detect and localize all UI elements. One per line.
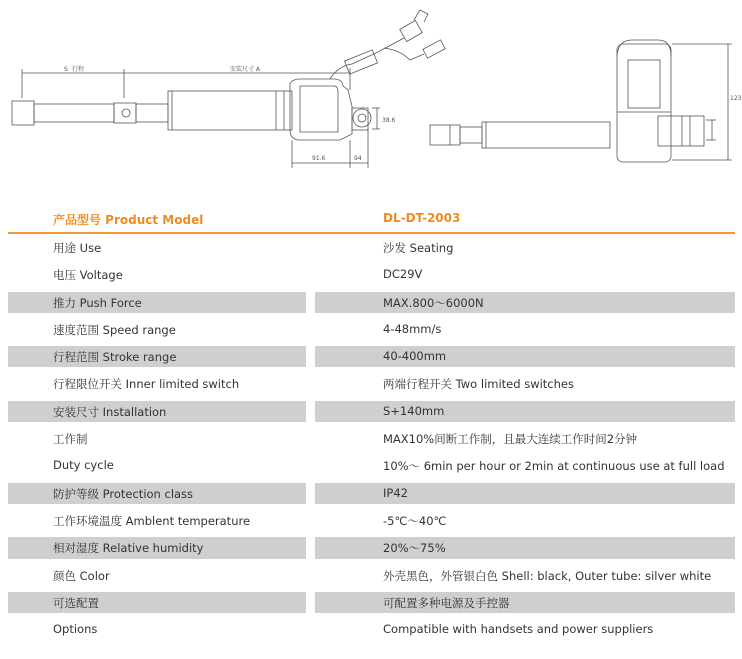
header-value: DL-DT-2003 (383, 211, 461, 225)
spec-row (8, 480, 735, 507)
spec-row (8, 261, 735, 288)
spec-row (8, 289, 735, 316)
spec-value: DC29V (383, 267, 423, 282)
dim-width-2: 94 (354, 155, 362, 162)
spec-value: 可配置多种电源及手控器 (383, 595, 510, 610)
actuator-technical-drawing (0, 0, 742, 190)
spec-value: 外壳黑色，外管银白色 Shell: black, Outer tube: silver white (383, 568, 712, 583)
header-label: 产品型号 Product Model (53, 213, 204, 227)
spec-row (8, 370, 735, 397)
row-shade-right (315, 483, 735, 504)
spec-label: 工作制 (53, 432, 88, 447)
spec-label: 速度范围 Speed range (53, 322, 176, 337)
spec-label: 安装尺寸 Installation (53, 404, 167, 419)
spec-value: Compatible with handsets and power suppliers (383, 622, 654, 637)
spec-value: 40-400mm (383, 349, 447, 364)
spec-label: 电压 Voltage (53, 268, 123, 283)
spec-row (8, 452, 735, 479)
dim-width-1: 91.6 (312, 155, 326, 162)
spec-label: Options (53, 622, 98, 637)
spec-label: 推力 Push Force (53, 295, 142, 310)
row-shade-right (315, 292, 735, 313)
spec-label: 可选配置 (53, 595, 99, 610)
spec-value: MAX10%间断工作制，且最大连续工作时间2分钟 (383, 432, 638, 447)
spec-row (8, 534, 735, 561)
spec-row (8, 316, 735, 343)
spec-row (8, 507, 735, 534)
spec-label: 相对湿度 Relative humidity (53, 541, 204, 556)
spec-row (8, 398, 735, 425)
spec-table (8, 204, 735, 643)
row-shade-right (315, 401, 735, 422)
spec-value: IP42 (383, 485, 408, 500)
spec-value: 沙发 Seating (383, 241, 454, 255)
spec-row (8, 562, 735, 589)
row-shade-right (315, 537, 735, 558)
dim-install-label: 安装尺寸 A (230, 66, 261, 73)
spec-row (8, 425, 735, 452)
spec-value: S+140mm (383, 403, 445, 418)
row-shade-right (315, 346, 735, 367)
spec-value: 两端行程开关 Two limited switches (383, 377, 574, 392)
spec-value: MAX.800～6000N (383, 295, 484, 310)
spec-value: 20%～75% (383, 541, 446, 556)
row-shade-right (315, 592, 735, 613)
spec-label: 防护等级 Protection class (53, 486, 194, 501)
spec-label: 行程限位开关 Inner limited switch (53, 377, 240, 392)
dim-height: 123 (730, 95, 742, 102)
dim-s-value: 行程 (72, 66, 85, 73)
spec-row (8, 616, 735, 643)
spec-label: 工作环境温度 Amblent temperature (53, 513, 251, 528)
dim-s-label: S (64, 66, 68, 73)
spec-row (8, 234, 735, 261)
spec-value: 4-48mm/s (383, 321, 442, 336)
spec-row (8, 343, 735, 370)
spec-value: 10%～ 6min per hour or 2min at continuous use at full load (383, 459, 725, 474)
dim-depth: 38.6 (382, 117, 396, 124)
spec-label: Duty cycle (53, 458, 114, 473)
spec-label: 用途 Use (53, 241, 102, 255)
spec-table-header (8, 204, 735, 234)
spec-value: -5℃～40℃ (383, 513, 447, 528)
spec-label: 行程范围 Stroke range (53, 350, 177, 365)
spec-row (8, 589, 735, 616)
spec-label: 颜色 Color (53, 568, 110, 583)
